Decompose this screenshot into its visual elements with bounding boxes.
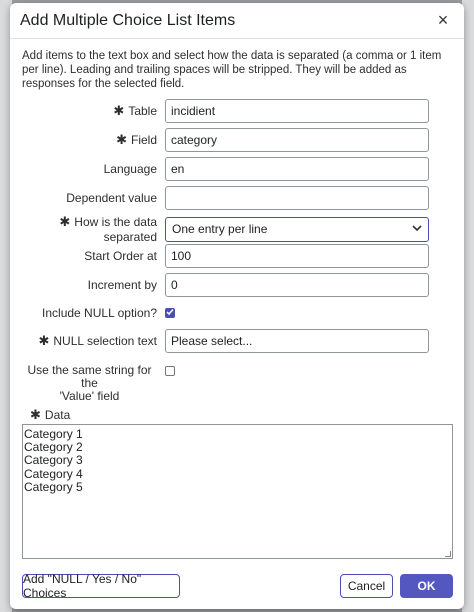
dialog-title: Add Multiple Choice List Items xyxy=(20,11,236,29)
dependent-row xyxy=(10,186,464,210)
null-text-label: ✱ NULL selection text xyxy=(38,333,157,348)
include-null-label: Include NULL option? xyxy=(42,306,157,320)
check-icon xyxy=(166,308,174,318)
asterisk-icon: ✱ xyxy=(30,407,41,422)
same-string-checkbox[interactable] xyxy=(165,366,175,376)
cancel-button[interactable]: Cancel xyxy=(340,574,393,598)
separator-row xyxy=(10,214,464,244)
data-line: Category 1 xyxy=(24,427,83,441)
separator-select-value: One entry per line xyxy=(172,222,268,236)
language-input[interactable]: en xyxy=(165,157,429,181)
start-order-input[interactable]: 100 xyxy=(165,244,429,268)
field-label: ✱ Field xyxy=(116,132,157,147)
separator-label: ✱ How is the data separated xyxy=(59,214,157,244)
asterisk-icon: ✱ xyxy=(59,214,71,229)
separator-select[interactable] xyxy=(165,217,429,242)
field-input[interactable]: category xyxy=(165,128,429,152)
data-line: Category 2 xyxy=(24,440,83,455)
language-label: Language xyxy=(103,162,157,176)
null-text-row xyxy=(10,329,464,353)
start-order-row xyxy=(10,244,464,268)
dialog-footer xyxy=(10,568,464,604)
asterisk-icon: ✱ xyxy=(113,103,125,118)
data-line: Category 5 xyxy=(24,479,83,494)
table-row xyxy=(10,99,464,123)
add-null-yes-no-choices-button[interactable]: Add "NULL / Yes / No" Choices xyxy=(22,574,180,598)
data-line: Category 3 xyxy=(24,453,83,468)
start-order-label: Start Order at xyxy=(84,249,157,263)
increment-row xyxy=(10,273,464,297)
same-string-label: Use the same string for the 'Value' field xyxy=(27,363,152,403)
table-input[interactable]: incidient xyxy=(165,99,429,123)
data-textarea[interactable] xyxy=(22,424,453,559)
dialog-header xyxy=(10,3,464,39)
dialog xyxy=(10,3,464,609)
data-line: Category 4 xyxy=(24,466,83,481)
field-row xyxy=(10,128,464,152)
resize-handle-icon[interactable] xyxy=(445,551,451,557)
null-text-input[interactable]: Please select... xyxy=(165,329,429,353)
include-null-checkbox[interactable] xyxy=(165,308,175,318)
increment-label: Increment by xyxy=(87,278,157,292)
chevron-down-icon xyxy=(412,223,422,235)
dialog-description: Add items to the text box and select how the data is separated (a comma or 1 item per line). Leading and trailing spaces will be stripped. They will be added as responses for the selected field. xyxy=(22,50,442,90)
same-string-row xyxy=(10,364,464,403)
ok-button[interactable]: OK xyxy=(400,574,453,598)
dependent-label: Dependent value xyxy=(66,191,157,205)
language-row xyxy=(10,157,464,181)
table-label: ✱ Table xyxy=(113,103,157,118)
asterisk-icon: ✱ xyxy=(38,333,50,348)
data-label: ✱ Data xyxy=(30,407,71,422)
increment-input[interactable]: 0 xyxy=(165,273,429,297)
asterisk-icon: ✱ xyxy=(116,132,127,147)
include-null-row xyxy=(10,306,464,320)
close-icon[interactable]: × xyxy=(437,10,449,30)
dependent-input[interactable] xyxy=(165,186,429,210)
